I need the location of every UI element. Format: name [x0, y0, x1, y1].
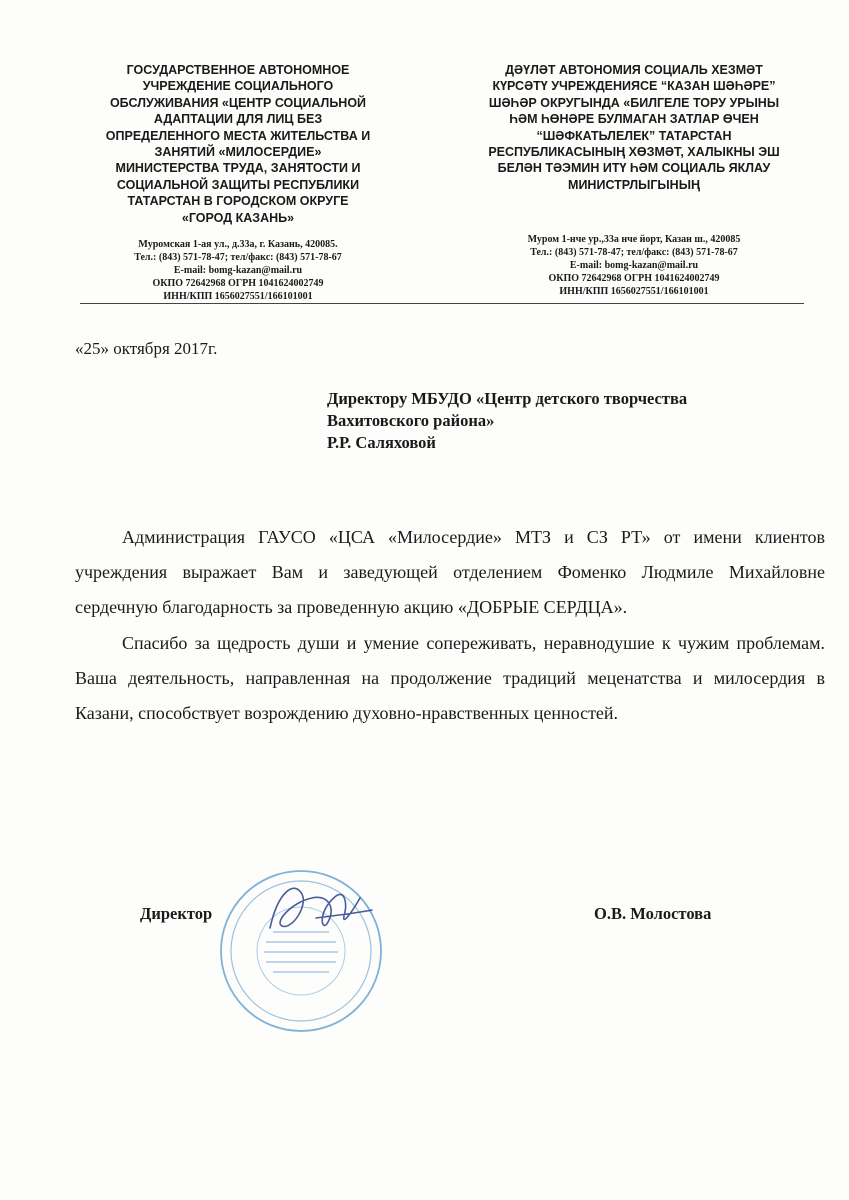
addressee-block [327, 388, 687, 454]
contact-phone: Тел.: (843) 571-78-47; тел/факс: (843) 571-78-67 [134, 252, 342, 264]
org-name-line: МИНИСТРЛЫГЫНЫҢ [568, 177, 700, 192]
org-name-line: СОЦИАЛЬНОЙ ЗАЩИТЫ РЕСПУБЛИКИ [116, 177, 360, 192]
body-paragraph: Спасибо за щедрость души и умение сопереживать, неравнодушие к чужим проблемам. Ваша деятельность, направленная на продолжение традиций меценатства и милосердия в Казани, способствует возрождению духовно-нравственных ценностей. [75, 633, 825, 723]
addressee-line: Р.Р. Саляховой [327, 433, 436, 452]
contact-okpo-ogrn: ОКПО 72642968 ОГРН 1041624002749 [548, 273, 720, 285]
org-name-line: РЕСПУБЛИКАСЫНЫҢ ХӨЗМӘТ, ХАЛЫКНЫ ЭШ [488, 145, 780, 160]
contact-okpo-ogrn: ОКПО 72642968 ОГРН 1041624002749 [152, 278, 324, 290]
org-name-line: УЧРЕЖДЕНИЕ СОЦИАЛЬНОГО [142, 79, 334, 94]
org-name-line: ОПРЕДЕЛЕННОГО МЕСТА ЖИТЕЛЬСТВА И [105, 128, 371, 143]
org-name-line: КҮРСӘТҮ УЧРЕЖДЕНИЯСЕ “КАЗАН ШӘҺӘРЕ” [492, 79, 776, 94]
letterhead-divider [80, 303, 804, 304]
signatory-name: О.В. Молостова [594, 904, 712, 923]
contacts-tatar [448, 233, 820, 298]
addressee-line: Директору МБУДО «Центр детского творчества [327, 389, 688, 408]
letter-date: «25» октября 2017г. [75, 339, 218, 358]
signature-stroke [270, 888, 372, 928]
org-name-line: ТАТАРСТАН В ГОРОДСКОМ ОКРУГЕ [127, 194, 349, 209]
org-name-line: АДАПТАЦИИ ДЛЯ ЛИЦ БЕЗ [153, 112, 323, 127]
org-name-line: ШӘҺӘР ОКРУГЫНДА «БИЛГЕЛЕ ТОРУ УРЫНЫ [488, 95, 780, 110]
org-name-tatar [448, 62, 820, 193]
org-name-line: МИНИСТЕРСТВА ТРУДА, ЗАНЯТОСТИ И [115, 161, 361, 176]
contact-phone: Тел.: (843) 571-78-47; тел/факс: (843) 571-78-67 [530, 247, 738, 259]
contact-inn-kpp: ИНН/КПП 1656027551/166101001 [559, 286, 709, 298]
body-paragraph: Администрация ГАУСО «ЦСА «Милосердие» МТЗ и СЗ РТ» от имени клиентов учреждения выражает Вам и заведующей отделением Фоменко Людмиле Михайловне сердечную благодарность за проведенную акцию «ДОБРЫЕ СЕРДЦА». [75, 527, 825, 617]
org-name-russian [88, 62, 388, 226]
addressee-line: Вахитовского района» [327, 411, 495, 430]
letter-body [75, 520, 825, 732]
org-name-line: ОБСЛУЖИВАНИЯ «ЦЕНТР СОЦИАЛЬНОЙ [109, 95, 367, 110]
org-name-line: БЕЛӘН ТӘЭМИН ИТҮ ҺӘМ СОЦИАЛЬ ЯКЛАУ [497, 161, 771, 176]
handwritten-signature [232, 872, 382, 952]
org-name-line: ДӘҮЛӘТ АВТОНОМИЯ СОЦИАЛЬ ХЕЗМӘТ [505, 63, 763, 77]
contact-email: E-mail: bomg-kazan@mail.ru [173, 265, 303, 277]
letterhead-right [448, 62, 820, 298]
contact-inn-kpp: ИНН/КПП 1656027551/166101001 [163, 291, 313, 303]
org-name-line: “ШӘФКАТЬЛЕЛЕК” ТАТАРСТАН [536, 128, 732, 143]
org-name-line: ҺӘМ ҺӨНӘРЕ БУЛМАГАН ЗАТЛАР ӨЧЕН [509, 112, 759, 127]
org-name-line: «ГОРОД КАЗАНЬ» [181, 210, 295, 225]
signatory-title: Директор [140, 904, 213, 923]
contacts-russian [88, 238, 388, 303]
letterhead-left [88, 62, 388, 303]
contact-address: Муром 1-нче ур.,33а нче йорт, Казан ш., 420085 [527, 234, 741, 246]
contact-email: E-mail: bomg-kazan@mail.ru [569, 260, 699, 272]
contact-address: Муромская 1-ая ул., д.33а, г. Казань, 420085. [138, 239, 338, 251]
org-name-line: ГОСУДАРСТВЕННОЕ АВТОНОМНОЕ [126, 63, 350, 77]
org-name-line: ЗАНЯТИЙ «МИЛОСЕРДИЕ» [154, 145, 322, 160]
